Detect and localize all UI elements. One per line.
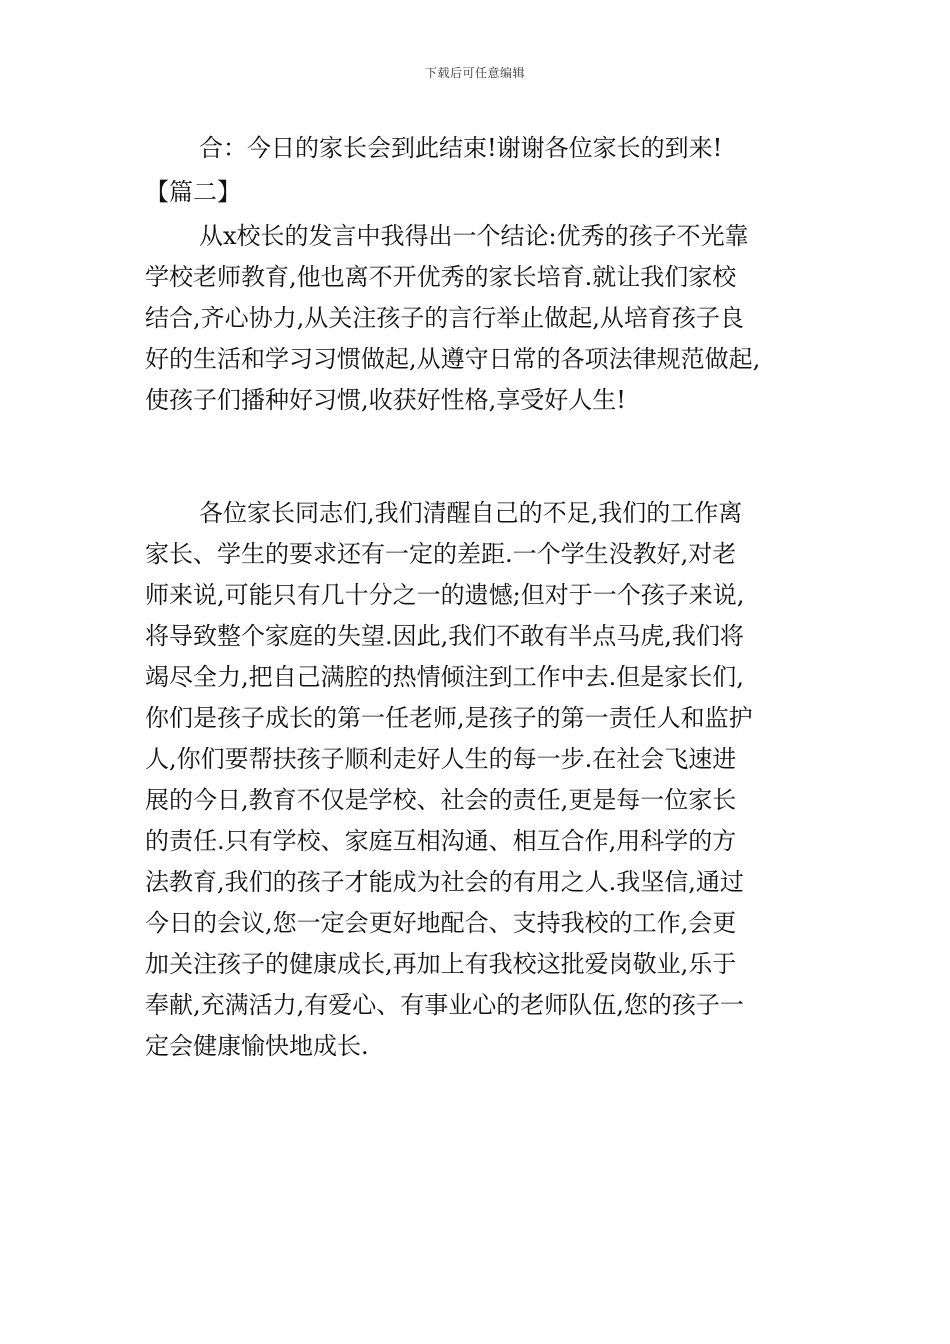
paragraph-2 xyxy=(145,493,825,1067)
paragraph-line: 竭尽全力,把自己满腔的热情倾注到工作中去.但是家长们, xyxy=(145,663,744,691)
paragraph-line: 展的今日,教育不仅是学校、社会的责任,更是每一位家长 xyxy=(145,786,737,814)
section-heading: 【篇二】 xyxy=(145,178,241,206)
paragraph-line: 定会健康愉快地成长. xyxy=(145,1032,369,1060)
paragraph-line: 法教育,我们的孩子才能成为社会的有用之人.我坚信,通过 xyxy=(145,868,744,896)
paragraph-1 xyxy=(145,216,825,421)
closing-line: 合：今日的家长会到此结束!谢谢各位家长的到来! xyxy=(199,134,723,162)
paragraph-line: 人,你们要帮扶孩子顺利走好人生的每一步.在社会飞速进 xyxy=(145,745,737,773)
paragraph-line: 结合,齐心协力,从关注孩子的言行举止做起,从培育孩子良 xyxy=(145,304,744,332)
paragraph-line: 学校老师教育,他也离不开优秀的家长培育.就让我们家校 xyxy=(145,263,737,291)
paragraph-line: 从x校长的发言中我得出一个结论:优秀的孩子不光靠 xyxy=(199,222,749,250)
paragraph-line: 你们是孩子成长的第一任老师,是孩子的第一责任人和监护 xyxy=(145,704,753,732)
header-note: 下载后可任意编辑 xyxy=(424,66,525,80)
paragraph-line: 的责任.只有学校、家庭互相沟通、相互合作,用科学的方 xyxy=(145,827,737,855)
paragraph-line: 各位家长同志们,我们清醒自己的不足,我们的工作离 xyxy=(199,499,743,527)
paragraph-line: 使孩子们播种好习惯,收获好性格,享受好人生! xyxy=(145,386,626,414)
document-body xyxy=(145,128,825,1067)
paragraph-line: 加关注孩子的健康成长,再加上有我校这批爱岗敬业,乐于 xyxy=(145,950,737,978)
paragraph-line: 师来说,可能只有几十分之一的遗憾;但对于一个孩子来说, xyxy=(145,581,745,609)
paragraph-line: 今日的会议,您一定会更好地配合、支持我校的工作,会更 xyxy=(145,909,737,937)
paragraph-line: 家长、学生的要求还有一定的差距.一个学生没教好,对老 xyxy=(145,540,737,568)
paragraph-line: 奉献,充满活力,有爱心、有事业心的老师队伍,您的孩子一 xyxy=(145,991,744,1019)
paragraph-line: 好的生活和学习习惯做起,从遵守日常的各项法律规范做起, xyxy=(145,345,761,373)
paragraph-line: 将导致整个家庭的失望.因此,我们不敢有半点马虎,我们将 xyxy=(145,622,744,650)
